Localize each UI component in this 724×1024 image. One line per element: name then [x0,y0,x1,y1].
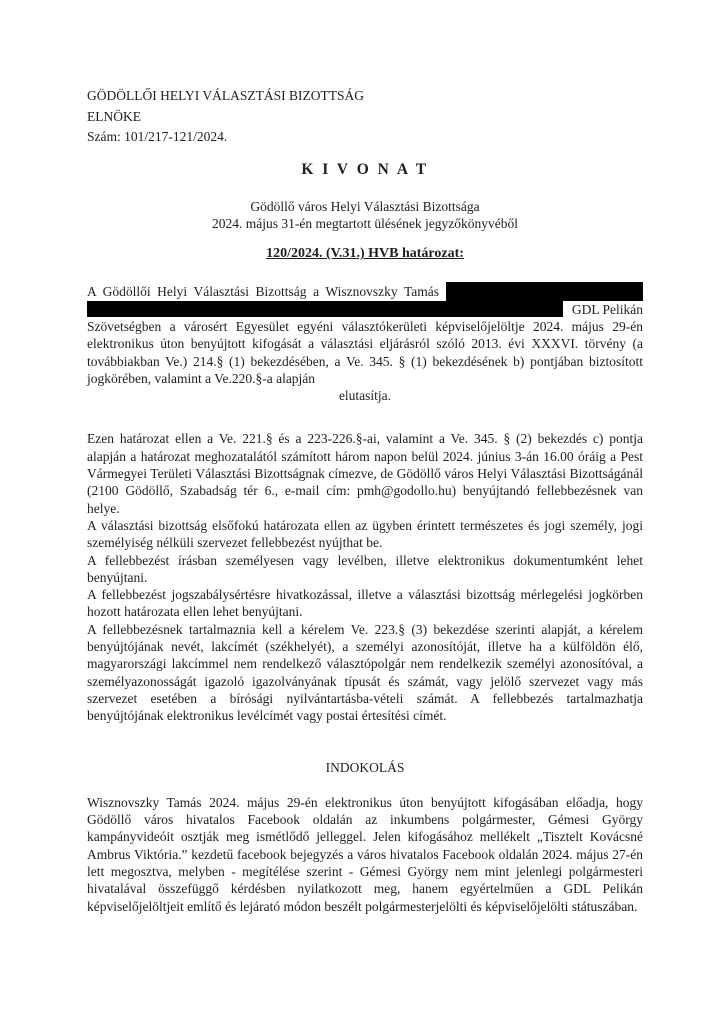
appeal-paragraph: A fellebbezést írásban személyesen vagy levélben, illetve elektronikus dokumentumként lehet benyújtani. [87,552,643,585]
organization-name: GÖDÖLLŐI HELYI VÁLASZTÁSI BIZOTTSÁG [87,88,364,103]
appeal-paragraph: A választási bizottság elsőfokú határozata ellen az ügyben érintett természetes és jogi személy, jogi személyiség nélküli szervezet fellebbezést nyújthat be. [87,517,643,551]
document-title: K I V O N A T [301,160,429,178]
redaction-bar-2 [87,301,563,317]
appeal-paragraph: A fellebbezést jogszabálysértésre hivatkozással, illetve a választási bizottság mérlegelési jogkörben hozott határozata ellen lehet benyújtani. [87,587,643,620]
session-committee-line: Gödöllő város Helyi Választási Bizottsága [250,198,480,214]
decision-number-heading: 120/2024. (V.31.) HVB határozat: [266,246,464,262]
appeal-paragraph: Ezen határozat ellen a Ve. 221.§ és a 223-226.§-ai, valamint a Ve. 345. § (2) bekezdés c) pontja alapján a határozat meghozatalától számított három napon belül 2024. június 3-án 16.00 óráig a Pest Vármegyei Területi Választási Bizottságnak címezve, de Gödöllő város Helyi Választási Bizottságánál (2100 Gödöllő, Szabadság tér 6., e-mail cím: pmh@godollo.hu) benyújtandó fellebbezésnek van helye. [87,431,643,516]
decision-redacted-line [87,301,643,318]
organization-role: ELNÖKE [87,108,141,124]
decision-intro-line [87,283,643,301]
decision-verdict: elutasítja. [338,388,392,404]
case-number: Szám: 101/217-121/2024. [87,129,228,145]
letterhead [87,86,643,148]
appeal-section [87,430,643,724]
appeal-paragraph: A fellebbezésnek tartalmaznia kell a kérelem Ve. 223.§ (3) bekezdése szerinti alapját, a kérelem benyújtójának nevét, lakcímét (székhelyét), a személyi azonosítóját, illetve ha a külföldön élő, magyarországi lakcímmel nem rendelkező választópolgár nem rendelkezik személyi azonosítóval, a személyazonosságát igazoló igazolványának típusát és számát, vagy jelölő szervezet vagy más szervezet esetében a bírósági nyilvántartásba-vételi számát. A fellebbezés tartalmazhatja benyújtójának elektronikus levélcímét vagy postai értesítési címét. [87,621,643,724]
decision-org-text: GDL Pelikán [571,301,643,317]
redaction-bar-1 [446,282,643,301]
session-subtitle [87,198,643,233]
decision-intro-text: A Gödöllői Helyi Választási Bizottság a Wisznovszky Tamás [87,283,439,299]
decision-section [87,283,643,405]
decision-body: Szövetségben a városért Egyesület egyéni választókerületi képviselőjelöltje 2024. május 29-én elektronikus úton benyújtott kifogását a választási eljárásról szóló 2013. évi XXXVI. törvény (a továbbiakban Ve.) 214.§ (1) bekezdésében, a Ve. 345. § (1) bekezdésének b) pontjában biztosított jogkörében, valamint a Ve.220.§-a alapján [87,318,643,386]
reasoning-heading: INDOKOLÁS [325,759,405,775]
session-date-line: 2024. május 31-én megtartott ülésének jegyzőkönyvéből [212,216,518,232]
reasoning-paragraph: Wisznovszky Tamás 2024. május 29-én elektronikus úton benyújtott kifogásában előadja, hogy Gödöllő város hivatalos Facebook oldalán az inkumbens polgármester, Gémesi György kampányvideóit osztják meg ismétlődő jelleggel. Jelen kifogásához mellékelt „Tisztelt Kovácsné Ambrus Viktória.” kezdetű facebook bejegyzés a város hivatalos Facebook oldalán 2024. május 27-én lett megosztva, melyben - megítélése szerint - Gémesi György nem mint jelenlegi polgármesteri hivatalával összefüggő kérdésben nyilatkozott meg, hanem egyértelműen a GDL Pelikán képviselőjelöltjeit említő és lejárató módon beszélt polgármesterjelölti és képviselőjelölti státuszában. [87,794,643,914]
